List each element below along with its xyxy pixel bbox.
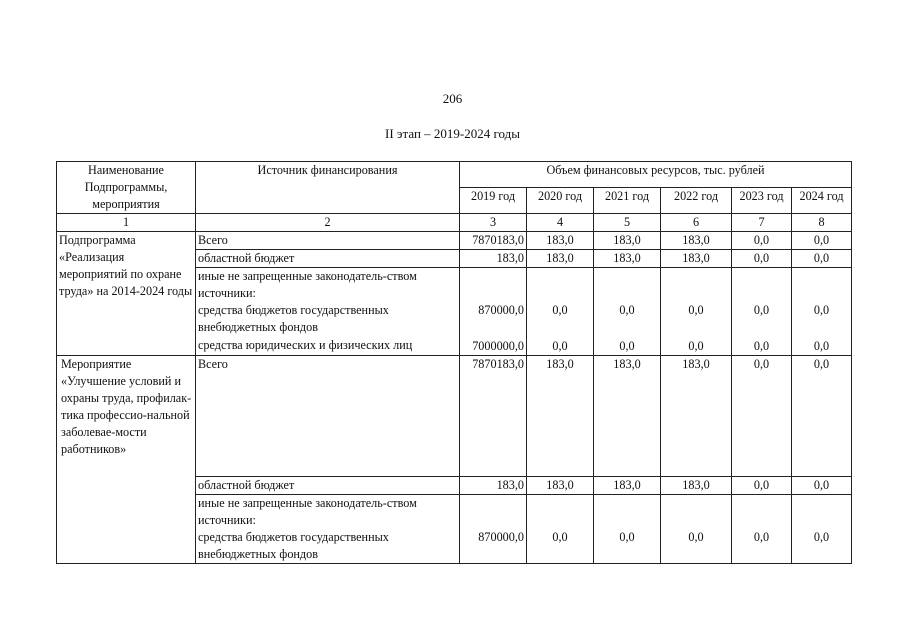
value: 0,0 bbox=[753, 303, 770, 317]
header-source: Источник финансирования bbox=[196, 162, 460, 214]
value-cell bbox=[460, 268, 527, 356]
header-column-numbers bbox=[57, 214, 852, 232]
value: 0,0 bbox=[813, 339, 830, 353]
value-cell: 183,0 bbox=[527, 477, 594, 495]
col-number: 7 bbox=[732, 214, 792, 232]
value-cell: 183,0 bbox=[661, 477, 732, 495]
source-cell bbox=[196, 268, 460, 356]
value-cell: 183,0 bbox=[594, 250, 661, 268]
header-name: Наименование Подпрограммы, мероприятия bbox=[57, 162, 196, 214]
value-cell bbox=[594, 268, 661, 356]
source-sub: средства бюджетов государственных внебюджетных фондов bbox=[198, 303, 389, 334]
value-cell: 183,0 bbox=[661, 250, 732, 268]
value: 7000000,0 bbox=[472, 339, 524, 353]
value: 0,0 bbox=[813, 303, 830, 317]
measure-name: Мероприятие «Улучшение условий и охраны труда, профилак-тика профессио-нальной заболевае-мости работников» bbox=[57, 356, 196, 564]
value-cell: 0,0 bbox=[661, 495, 732, 564]
financing-table bbox=[56, 161, 852, 564]
value-cell: 183,0 bbox=[460, 477, 527, 495]
value: 0,0 bbox=[552, 303, 568, 317]
value-cell bbox=[661, 268, 732, 356]
col-number: 5 bbox=[594, 214, 661, 232]
value-cell: 0,0 bbox=[732, 250, 792, 268]
col-number: 8 bbox=[792, 214, 852, 232]
stage-title: II этап – 2019-2024 годы bbox=[385, 126, 520, 141]
source-intro: иные не запрещенные законодатель-ством источники: bbox=[198, 269, 417, 300]
table-row bbox=[57, 232, 852, 250]
source-sub: средства бюджетов государственных внебюджетных фондов bbox=[198, 530, 389, 561]
value-cell: 183,0 bbox=[661, 232, 732, 250]
col-number: 6 bbox=[661, 214, 732, 232]
value-cell: 0,0 bbox=[792, 250, 852, 268]
value-cell: 0,0 bbox=[732, 495, 792, 564]
col-number: 2 bbox=[196, 214, 460, 232]
value-cell: 0,0 bbox=[792, 495, 852, 564]
value-cell: 183,0 bbox=[460, 250, 527, 268]
value-cell: 0,0 bbox=[732, 356, 792, 477]
value-cell: 183,0 bbox=[594, 356, 661, 477]
value: 870000,0 bbox=[478, 303, 524, 317]
value-cell: 183,0 bbox=[527, 356, 594, 477]
header-year: 2024 год bbox=[792, 188, 852, 214]
value-cell: 0,0 bbox=[792, 232, 852, 250]
value-cell: 0,0 bbox=[792, 477, 852, 495]
source-cell: областной бюджет bbox=[196, 250, 460, 268]
header-year: 2019 год bbox=[460, 188, 527, 214]
source-cell bbox=[196, 495, 460, 564]
source-cell: областной бюджет bbox=[196, 477, 460, 495]
col-number: 4 bbox=[527, 214, 594, 232]
value: 0,0 bbox=[619, 303, 635, 317]
value-cell: 183,0 bbox=[527, 232, 594, 250]
header-volume: Объем финансовых ресурсов, тыс. рублей bbox=[460, 162, 852, 188]
value: 0,0 bbox=[753, 339, 770, 353]
value-cell bbox=[792, 268, 852, 356]
value-cell: 7870183,0 bbox=[460, 232, 527, 250]
value: 0,0 bbox=[688, 339, 704, 353]
source-cell: Всего bbox=[196, 232, 460, 250]
header-year: 2023 год bbox=[732, 188, 792, 214]
value-cell bbox=[732, 268, 792, 356]
table-row bbox=[57, 356, 852, 477]
header-year: 2021 год bbox=[594, 188, 661, 214]
program-name: Подпрограмма «Реализация мероприятий по охране труда» на 2014-2024 годы bbox=[57, 232, 196, 356]
source-cell: Всего bbox=[196, 356, 460, 477]
value-cell: 0,0 bbox=[792, 356, 852, 477]
value-cell: 0,0 bbox=[732, 477, 792, 495]
value-cell: 183,0 bbox=[661, 356, 732, 477]
value-cell: 870000,0 bbox=[460, 495, 527, 564]
header-year: 2022 год bbox=[661, 188, 732, 214]
value: 0,0 bbox=[688, 303, 704, 317]
header-row-1 bbox=[57, 162, 852, 188]
header-year: 2020 год bbox=[527, 188, 594, 214]
value-cell: 0,0 bbox=[527, 495, 594, 564]
value: 0,0 bbox=[552, 339, 568, 353]
value-cell: 183,0 bbox=[594, 232, 661, 250]
col-number: 1 bbox=[57, 214, 196, 232]
value-cell: 183,0 bbox=[527, 250, 594, 268]
page-number: 206 bbox=[442, 91, 463, 106]
value: 0,0 bbox=[619, 339, 635, 353]
col-number: 3 bbox=[460, 214, 527, 232]
value-cell: 0,0 bbox=[594, 495, 661, 564]
source-intro: иные не запрещенные законодатель-ством источники: bbox=[198, 496, 417, 527]
value-cell: 7870183,0 bbox=[460, 356, 527, 477]
value-cell: 0,0 bbox=[732, 232, 792, 250]
value-cell: 183,0 bbox=[594, 477, 661, 495]
source-sub: средства юридических и физических лиц bbox=[198, 338, 413, 352]
value-cell bbox=[527, 268, 594, 356]
